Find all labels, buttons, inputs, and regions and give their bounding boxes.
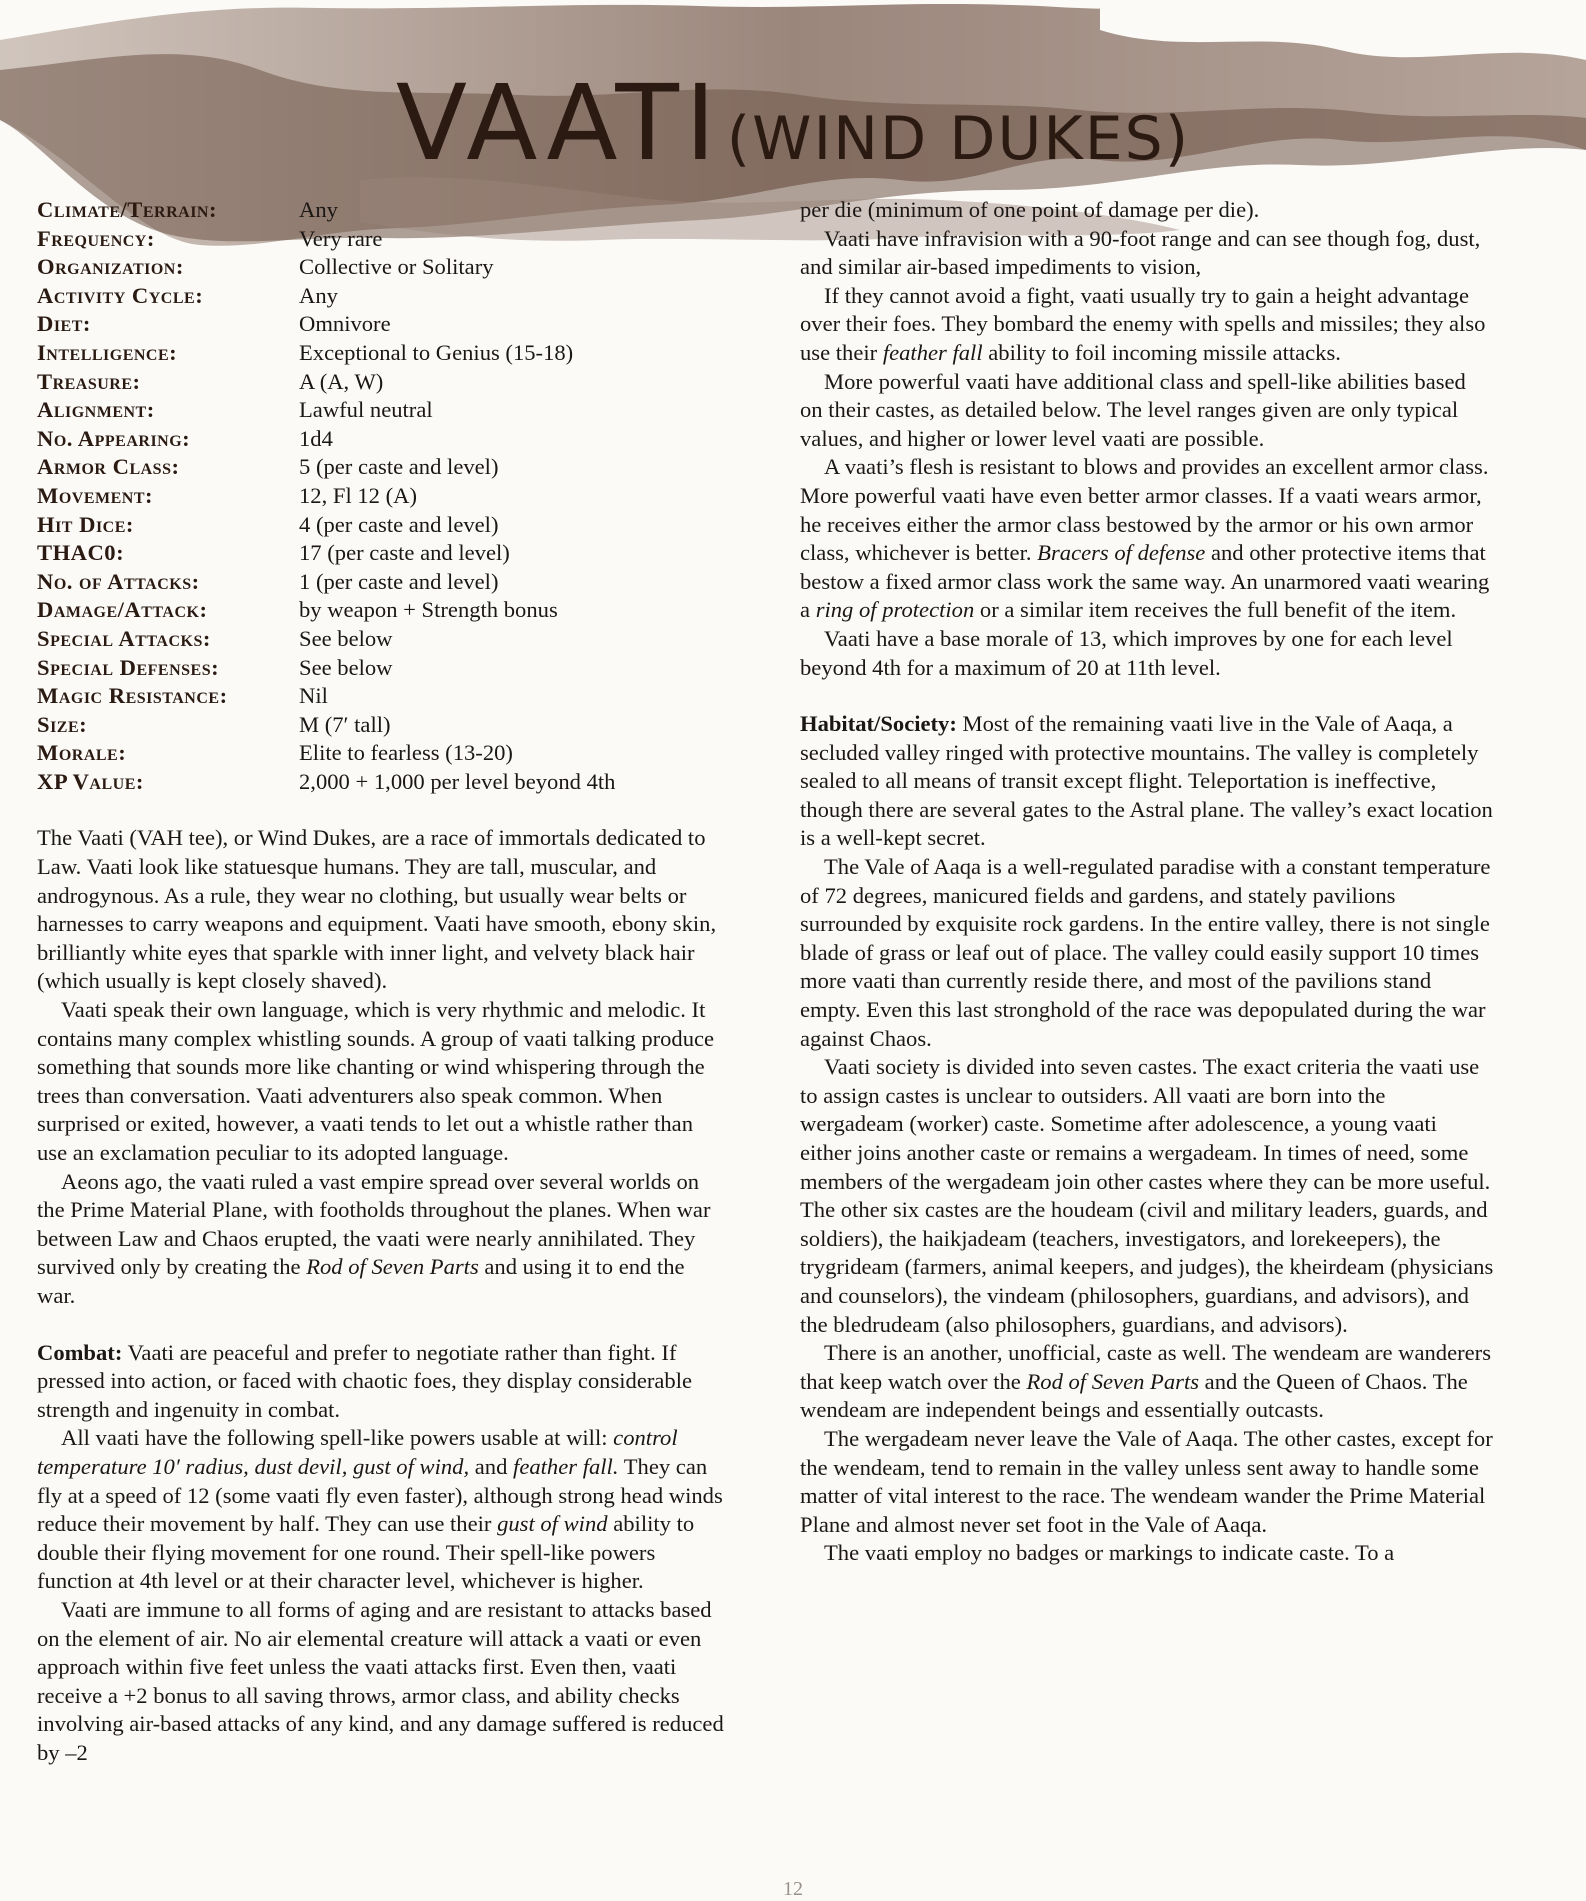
stat-value: 12, Fl 12 (A) bbox=[299, 482, 417, 508]
castes-paragraph: Vaati society is divided into seven castes. The exact criteria the vaati use to assign castes is unclear to outsiders. All vaati are born into the wergadeam (worker) caste. Sometime after adolescence, a young vaati either joins another caste or remains a wergadeam. In times of need, some members of the wergadeam join other castes where they can be more useful. The other six castes are the houdeam (civil and military leaders, guards, and soldiers), the haikjadeam (teachers, investigators, and lorekeepers), the trygrideam (farmers, animal keepers, and judges), the kheirdeam (physicians and counselors), the vindeam (philosophers, guardians, and advisors), and the bledrudeam (also philosophers, guardians, and advisors). bbox=[800, 1054, 1494, 1337]
tactics-paragraph: If they cannot avoid a fight, vaati usually try to gain a height advantage over their foes. They bombard the enemy with spells and missiles; they also use their feather fall ability to foil incoming missile attacks. bbox=[800, 282, 1486, 365]
title-main: VAATI bbox=[395, 62, 722, 184]
stat-value: 1d4 bbox=[299, 425, 333, 451]
stat-label: THAC0: bbox=[37, 540, 125, 566]
habitat-paragraph: Habitat/Society: Most of the remaining vaati live in the Vale of Aaqa, a secluded valley ringed with protective mountains. The valley is completely sealed to all means of transit except flight. Teleportation is ineffective, though there are several gates to the Astral plane. The valley’s exact location is a well-kept secret. bbox=[800, 711, 1493, 851]
powerful-vaati-paragraph: More powerful vaati have additional class and spell-like abilities based on their castes, as detailed below. The level ranges given are only typical values, and higher or lower level vaati are possible. bbox=[800, 368, 1466, 451]
infravision-paragraph: Vaati have infravision with a 90-foot range and can see though fog, dust, and similar air-based impediments to vision, bbox=[800, 225, 1481, 280]
combat-heading: Combat: bbox=[37, 1339, 123, 1365]
left-column bbox=[37, 196, 727, 1767]
badges-paragraph: The vaati employ no badges or markings to indicate caste. To a bbox=[824, 1540, 1395, 1566]
stat-label: Magic Resistance: bbox=[37, 683, 228, 709]
aeons-paragraph: Aeons ago, the vaati ruled a vast empire spread over several worlds on the Prime Material Plane, with footholds throughout the planes. When war between Law and Chaos erupted, the vaati were nearly annihilated. They survived only by creating the Rod of Seven Parts and using it to end the war. bbox=[37, 1168, 711, 1308]
stat-value: Omnivore bbox=[299, 311, 391, 337]
stat-label: Treasure: bbox=[37, 368, 141, 394]
stat-value: 2,000 + 1,000 per level beyond 4th bbox=[299, 768, 616, 794]
stat-block bbox=[37, 196, 727, 796]
stat-label: Activity Cycle: bbox=[37, 282, 204, 308]
stat-value: 17 (per caste and level) bbox=[299, 540, 510, 566]
stat-value: Nil bbox=[299, 683, 328, 709]
stat-value: Any bbox=[299, 282, 338, 308]
stat-value: Collective or Solitary bbox=[299, 254, 494, 280]
stat-value: Lawful neutral bbox=[299, 397, 433, 423]
damage-continuation: per die (minimum of one point of damage per die). bbox=[800, 197, 1260, 222]
stat-value: A (A, W) bbox=[299, 368, 384, 394]
stat-label: Damage/Attack: bbox=[37, 597, 208, 623]
wendeam-paragraph: There is an another, unofficial, caste as well. The wendeam are wanderers that keep watch over the Rod of Seven Parts and the Queen of Chaos. The wendeam are independent beings and essentially outcasts. bbox=[800, 1340, 1491, 1423]
stat-label: Movement: bbox=[37, 482, 154, 508]
stat-label: Intelligence: bbox=[37, 339, 178, 365]
stat-value: Exceptional to Genius (15-18) bbox=[299, 339, 574, 365]
stat-value: Any bbox=[299, 197, 338, 222]
powers-paragraph: All vaati have the following spell-like powers usable at will: control temperature 10′ radius, dust devil, gust of wind, and feather fall. They can fly at a speed of 12 (some vaati fly even faster), although strong head winds reduce their movement by half. They can use their gust of wind ability to double their flying movement for one round. Their spell-like powers function at 4th level or at their character level, whichever is higher. bbox=[37, 1425, 723, 1594]
stat-label: Hit Dice: bbox=[37, 511, 134, 537]
morale-paragraph: Vaati have a base morale of 13, which improves by one for each level beyond 4th for a maximum of 20 at 11th level. bbox=[800, 625, 1453, 680]
stat-value: 4 (per caste and level) bbox=[299, 511, 499, 537]
stat-label: No. Appearing: bbox=[37, 425, 191, 451]
stat-label: Diet: bbox=[37, 311, 91, 337]
stat-label: No. of Attacks: bbox=[37, 568, 200, 594]
page-number: 12 bbox=[783, 1878, 803, 1900]
combat-paragraph: Combat: Vaati are peaceful and prefer to negotiate rather than fight. If pressed into action, or faced with chaotic foes, they display considerable strength and ingenuity in combat. bbox=[37, 1339, 692, 1422]
stat-value: See below bbox=[299, 625, 393, 651]
stat-value: Elite to fearless (13-20) bbox=[299, 740, 513, 766]
vale-paragraph: The Vale of Aaqa is a well-regulated paradise with a constant temperature of 72 degrees, manicured fields and gardens, and stately pavilions surrounded by exquisite rock gardens. In the entire valley, there is not single blade of grass or leaf out of place. The valley could easily support 10 times more vaati than currently reside there, and most of the pavilions stand empty. Even this last stronghold of the race was depopulated during the war against Chaos. bbox=[800, 854, 1491, 1051]
immunity-paragraph: Vaati are immune to all forms of aging and are resistant to attacks based on the element of air. No air elemental creature will attack a vaati or even approach within five feet unless the vaati attacks first. Even then, vaati receive a +2 bonus to all saving throws, armor class, and ability checks involving air-based attacks of any kind, and any damage suffered is reduced by –2 bbox=[37, 1596, 724, 1765]
stat-value: M (7′ tall) bbox=[299, 711, 391, 737]
stat-value: 5 (per caste and level) bbox=[299, 454, 499, 480]
stat-label: Size: bbox=[37, 711, 88, 737]
stat-label: Morale: bbox=[37, 740, 127, 766]
stat-label: Frequency: bbox=[37, 225, 155, 251]
stat-label: Climate/Terrain: bbox=[37, 197, 218, 222]
stat-label: Special Defenses: bbox=[37, 654, 220, 680]
stat-label: Special Attacks: bbox=[37, 625, 211, 651]
stat-label: Armor Class: bbox=[37, 454, 180, 480]
stat-value: by weapon + Strength bonus bbox=[299, 597, 558, 623]
armor-paragraph: A vaati’s flesh is resistant to blows and provides an excellent armor class. More powerful vaati have even better armor classes. If a vaati wears armor, he receives either the armor class bestowed by the armor or his own armor class, whichever is better. Bracers of defense and other protective items that bestow a fixed armor class work the same way. An unarmored vaati wearing a ring of protection or a similar item receives the full benefit of the item. bbox=[800, 454, 1490, 623]
stat-label: XP Value: bbox=[37, 768, 144, 794]
stat-label: Organization: bbox=[37, 254, 184, 280]
stat-value: Very rare bbox=[299, 225, 383, 251]
stat-label: Alignment: bbox=[37, 397, 155, 423]
stat-value: See below bbox=[299, 654, 393, 680]
language-paragraph: Vaati speak their own language, which is very rhythmic and melodic. It contains many complex whistling sounds. A group of vaati talking produce something that sounds more like chanting or wind whispering through the trees than conversation. Vaati adventurers also speak common. When surprised or exited, however, a vaati tends to let out a whistle rather than use an exclamation peculiar to its adopted language. bbox=[37, 997, 715, 1165]
title-subtitle: (WIND DUKES) bbox=[726, 104, 1191, 174]
intro-paragraph: The Vaati (VAH tee), or Wind Dukes, are a race of immortals dedicated to Law. Vaati look like statuesque humans. They are tall, muscular, and androgynous. As a rule, they wear no clothing, but usually wear belts or harnesses to carry weapons and equipment. Vaati have smooth, ebony skin, brilliantly white eyes that sparkle with inner light, and velvety black hair (which usually is kept closely shaved). bbox=[37, 825, 717, 994]
page-title bbox=[0, 62, 1586, 184]
habitat-heading: Habitat/Society: bbox=[800, 711, 957, 737]
stat-value: 1 (per caste and level) bbox=[299, 568, 499, 594]
wergadeam-paragraph: The wergadeam never leave the Vale of Aaqa. The other castes, except for the wendeam, tend to remain in the valley unless sent away to handle some matter of vital interest to the race. The wendeam wander the Prime Material Plane and almost never set foot in the Vale of Aaqa. bbox=[800, 1425, 1493, 1537]
right-column bbox=[800, 196, 1494, 1568]
